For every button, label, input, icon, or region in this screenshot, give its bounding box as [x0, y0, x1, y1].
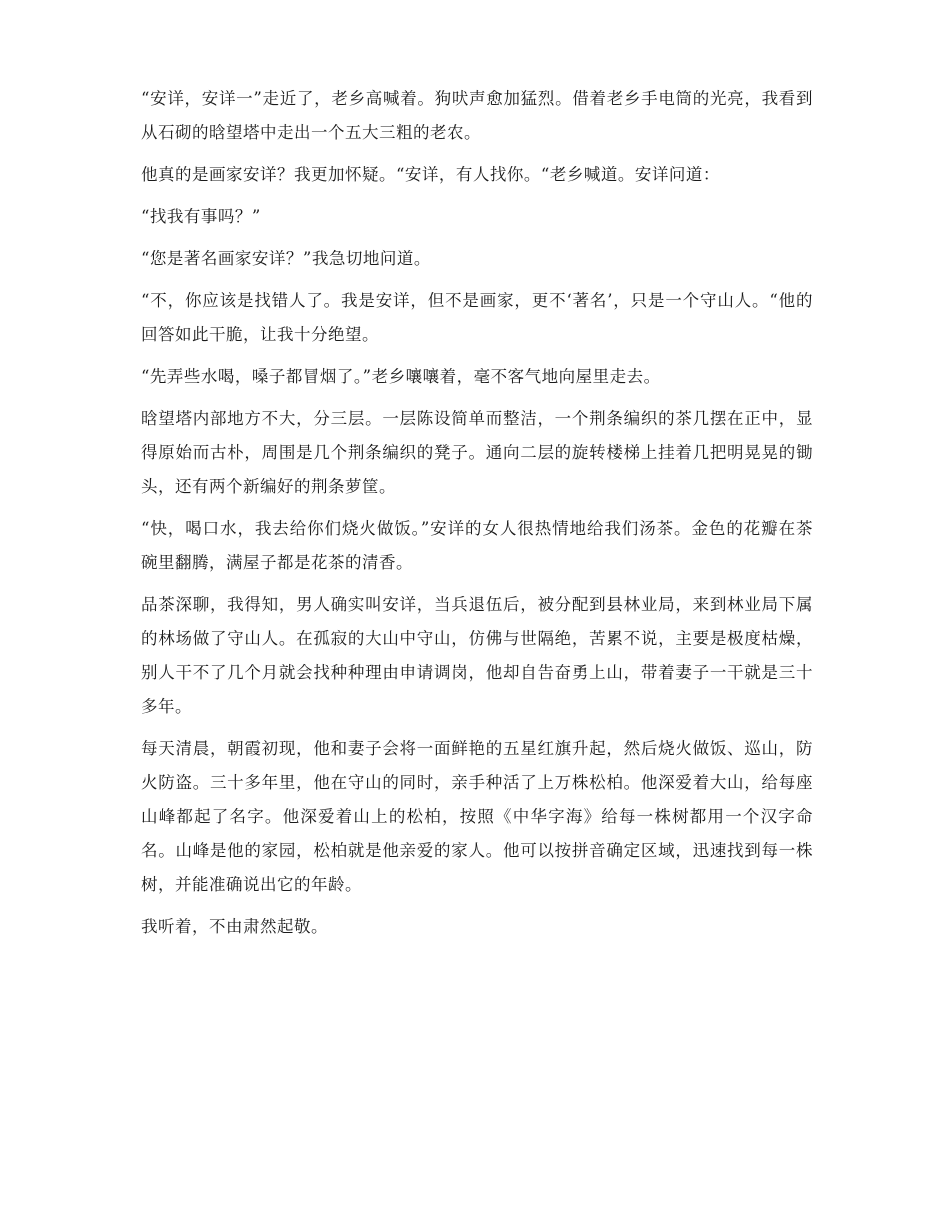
paragraph-7: 晗望塔内部地方不大，分三层。一层陈设简单而整洁，一个荆条编织的茶几摆在正中，显得原始而古朴，周围是几个荆条编织的凳子。通向二层的旋转楼梯上挂着几把明晃晃的锄头，还有两个新编好的荆条萝筐。	[141, 409, 813, 496]
article-body	[141, 82, 813, 952]
paragraph-10: 每天清晨，朝霞初现，他和妻子会将一面鲜艳的五星红旗升起，然后烧火做饭、巡山，防火防盗。三十多年里，他在守山的同时，亲手种活了上万株松柏。他深爱着大山，给每座山峰都起了名字。他深爱着山上的松柏，按照《中华字海》给每一株树都用一个汉字命名。山峰是他的家园，松柏就是他亲爱的家人。他可以按拼音确定区域，迅速找到每一株树，并能准确说出它的年龄。	[141, 739, 813, 894]
paragraph-3: “找我有事吗？”	[141, 207, 261, 226]
paragraph-2: 他真的是画家安详？我更加怀疑。“安详，有人找你。“老乡喊道。安详问道：	[141, 165, 720, 184]
paragraph-11: 我听着，不由肃然起敬。	[141, 917, 328, 936]
paragraph-8: “快，喝口水，我去给你们烧火做饭。”安详的女人很热情地给我们汤茶。金色的花瓣在茶碗里翻腾，满屋子都是花茶的清香。	[141, 519, 813, 572]
paragraph-5: “不，你应该是找错人了。我是安详，但不是画家，更不‘著名’，只是一个守山人。“他的回答如此干脆，让我十分绝望。	[141, 291, 813, 344]
paragraph-1: “安详，安详一”走近了，老乡高喊着。狗吠声愈加猛烈。借着老乡手电筒的光亮，我看到从石砌的晗望塔中走出一个五大三粗的老农。	[141, 89, 813, 142]
paragraph-6: “先弄些水喝，嗓子都冒烟了。”老乡嚷嚷着，毫不客气地向屋里走去。	[141, 367, 661, 386]
paragraph-4: “您是著名画家安详？”我急切地问道。	[141, 249, 431, 268]
paragraph-9: 品茶深聊，我得知，男人确实叫安详，当兵退伍后，被分配到县林业局，来到林业局下属的林场做了守山人。在孤寂的大山中守山，仿佛与世隔绝，苦累不说，主要是极度枯燥，别人干不了几个月就会找种种理由申请调岗，他却自告奋勇上山，带着妻子一干就是三十多年。	[141, 595, 813, 716]
